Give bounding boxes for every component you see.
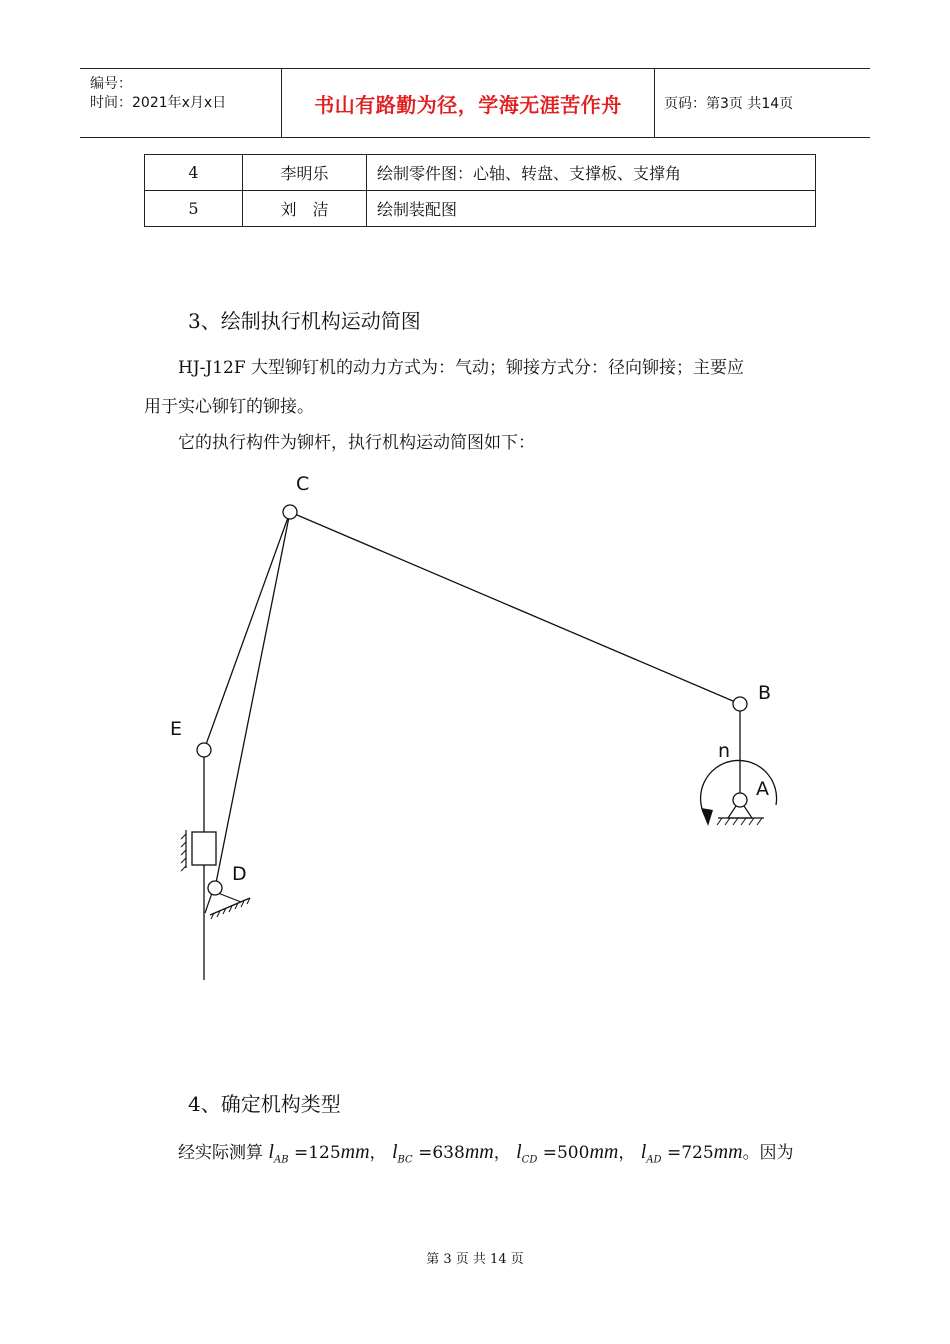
- label-b: B: [758, 682, 772, 704]
- joint-c: [283, 505, 297, 519]
- link-bc: [290, 512, 740, 704]
- table-row: [145, 191, 816, 227]
- page-footer: 第 3 页 共 14 页: [426, 1252, 524, 1267]
- length-formula: 经实际测算 $l_{AB} =125mm$， $l_{BC} =638mm$， $l_{CD} =500mm$， $l_{AD} =725mm$。因为: [178, 1141, 794, 1166]
- section-4-title: 4、确定机构类型: [188, 1092, 341, 1116]
- rotation-arrow-icon: [701, 808, 713, 826]
- row-number: 4: [145, 155, 243, 191]
- header-motto: 书山有路勤为径，学海无涯苦作舟: [314, 92, 622, 117]
- ground-d-hatch: [211, 898, 250, 919]
- table-row: [145, 155, 816, 191]
- header-page-info: 页码：第3页 共14页: [664, 96, 794, 112]
- label-d: D: [232, 863, 247, 885]
- serial-label: 编号：: [90, 76, 132, 92]
- support-d-leg: [205, 893, 212, 913]
- label-n: n: [718, 740, 731, 762]
- header-meta: [80, 69, 280, 137]
- length-ab: $l_{AB} =125mm$: [268, 1141, 370, 1166]
- page-header: [80, 68, 870, 138]
- slider-block: [192, 832, 216, 865]
- task-table: [144, 154, 816, 227]
- row-name: 李明乐: [243, 155, 367, 191]
- row-number: 5: [145, 191, 243, 227]
- section-3-para1-line2: 用于实心铆钉的铆接。: [144, 397, 314, 417]
- section-3-para2: 它的执行构件为铆杆，执行机构运动简图如下：: [178, 433, 535, 453]
- header-divider: [654, 69, 655, 137]
- section-3-title: 3、绘制执行机构运动简图: [188, 309, 421, 333]
- slider-guide-hatch: [181, 834, 186, 871]
- link-cd: [215, 512, 290, 888]
- mechanism-diagram: [150, 460, 810, 1000]
- row-task: 绘制零件图：心轴、转盘、支撑板、支撑角: [367, 155, 816, 191]
- joint-e: [197, 743, 211, 757]
- length-ad: $l_{AD} =725mm$: [640, 1141, 743, 1166]
- length-bc: $l_{BC} =638mm$: [391, 1141, 494, 1166]
- time-label: 时间：2021年x月x日: [90, 95, 227, 111]
- label-e: E: [170, 718, 183, 740]
- length-cd: $l_{CD} =500mm$: [516, 1141, 619, 1166]
- label-a: A: [756, 778, 769, 800]
- joint-a: [733, 793, 747, 807]
- ground-d: [210, 898, 250, 915]
- formula-lead: 经实际测算: [178, 1143, 263, 1163]
- label-c: C: [296, 473, 310, 495]
- ground-a-hatch: [717, 818, 762, 825]
- formula-trail: 。因为: [742, 1143, 794, 1163]
- row-task: 绘制装配图: [367, 191, 816, 227]
- joint-d: [208, 881, 222, 895]
- joint-b: [733, 697, 747, 711]
- support-d-leg: [218, 893, 241, 902]
- row-name: 刘 洁: [243, 191, 367, 227]
- section-3-para1-line1: HJ-J12F 大型铆钉机的动力方式为：气动；铆接方式分：径向铆接；主要应: [178, 358, 745, 378]
- link-ce: [204, 512, 290, 750]
